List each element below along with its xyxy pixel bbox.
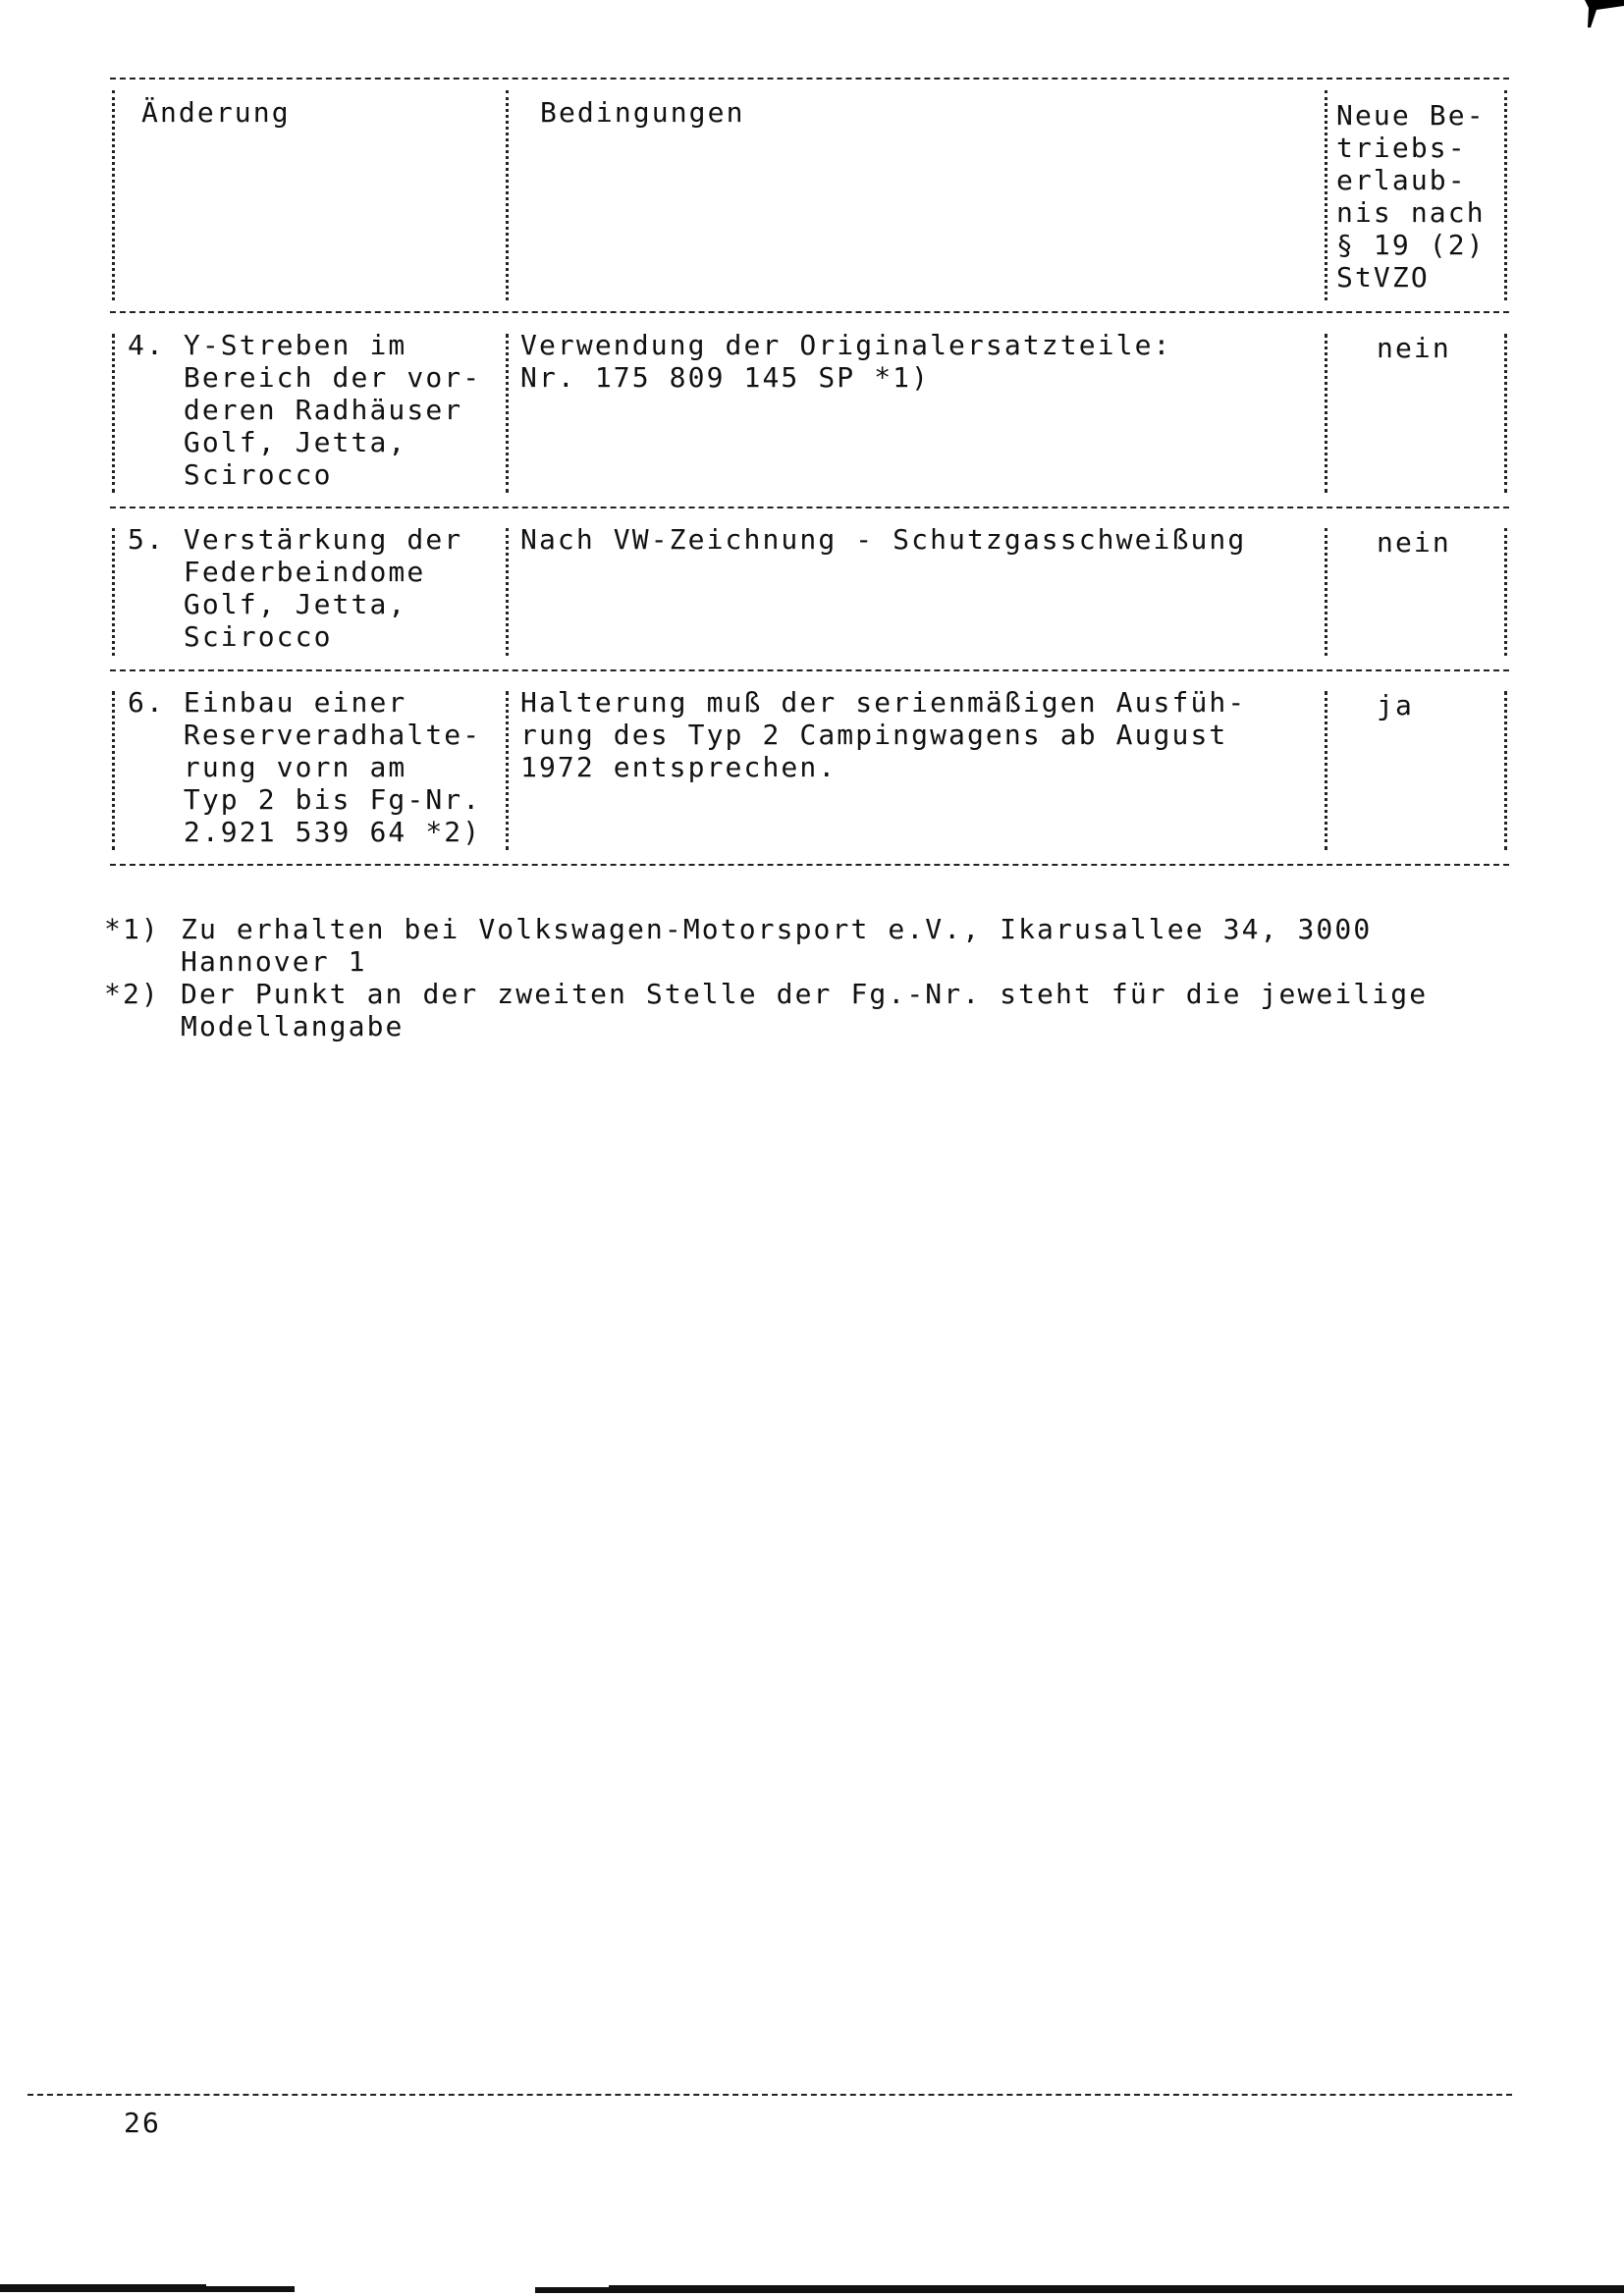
table-border-left xyxy=(112,90,115,300)
table-border-right xyxy=(1504,334,1507,493)
table-divider-2 xyxy=(1325,691,1327,850)
footnote-mark: *1) xyxy=(104,913,160,945)
table-rule-top xyxy=(110,78,1509,80)
table-divider-2 xyxy=(1325,90,1327,300)
table-rule-row-4-bottom xyxy=(110,507,1509,508)
row-6-bedingungen: Halterung muß der serienmäßigen Ausfüh- rung des Typ 2 Campingwagens ab August 1972 entsprechen. xyxy=(520,686,1247,783)
table-border-right xyxy=(1504,90,1507,300)
row-6-betriebserlaubnis: ja xyxy=(1377,689,1414,721)
row-5-betriebserlaubnis: nein xyxy=(1377,526,1451,559)
row-4-bedingungen: Verwendung der Originalersatzteile: Nr. 175 809 145 SP *1) xyxy=(520,329,1172,394)
row-5-bedingungen: Nach VW-Zeichnung - Schutzgasschweißung xyxy=(520,523,1247,556)
table-divider-2 xyxy=(1325,528,1327,656)
header-bedingungen: Bedingungen xyxy=(540,96,745,129)
footnote-mark: *2) xyxy=(104,978,160,1010)
table-divider-1 xyxy=(506,528,509,656)
table-border-left xyxy=(112,334,115,493)
table-border-left xyxy=(112,528,115,656)
scan-edge-bottom xyxy=(0,2282,1624,2296)
scan-corner-mark xyxy=(1575,0,1624,29)
footnote-text: Der Punkt an der zweiten Stelle der Fg.-Nr. steht für die jeweilige Modellangabe xyxy=(181,978,1429,1042)
table-divider-1 xyxy=(506,691,509,850)
header-aenderung: Änderung xyxy=(141,96,291,129)
table-border-right xyxy=(1504,691,1507,850)
table-border-left xyxy=(112,691,115,850)
row-5-aenderung: 5. Verstärkung der Federbeindome Golf, Jetta, Scirocco xyxy=(128,523,463,653)
table-divider-1 xyxy=(506,90,509,300)
header-betriebserlaubnis: Neue Be- triebs- erlaub- nis nach § 19 (2) StVZO xyxy=(1336,99,1486,294)
footer-rule xyxy=(27,2094,1512,2096)
row-4-betriebserlaubnis: nein xyxy=(1377,332,1451,364)
table-border-right xyxy=(1504,528,1507,656)
row-6-aenderung: 6. Einbau einer Reserveradhalte- rung vorn am Typ 2 bis Fg-Nr. 2.921 539 64 *2) xyxy=(128,686,482,848)
table-divider-1 xyxy=(506,334,509,493)
table-rule-row-5-bottom xyxy=(110,669,1509,671)
table-divider-2 xyxy=(1325,334,1327,493)
row-4-aenderung: 4. Y-Streben im Bereich der vor- deren Radhäuser Golf, Jetta, Scirocco xyxy=(128,329,482,491)
table-rule-bottom xyxy=(110,864,1509,866)
footnote-text: Zu erhalten bei Volkswagen-Motorsport e.V., Ikarusallee 34, 3000 Hannover 1 xyxy=(181,913,1373,978)
page-number: 26 xyxy=(124,2107,161,2139)
table-rule-header-bottom xyxy=(110,311,1509,313)
